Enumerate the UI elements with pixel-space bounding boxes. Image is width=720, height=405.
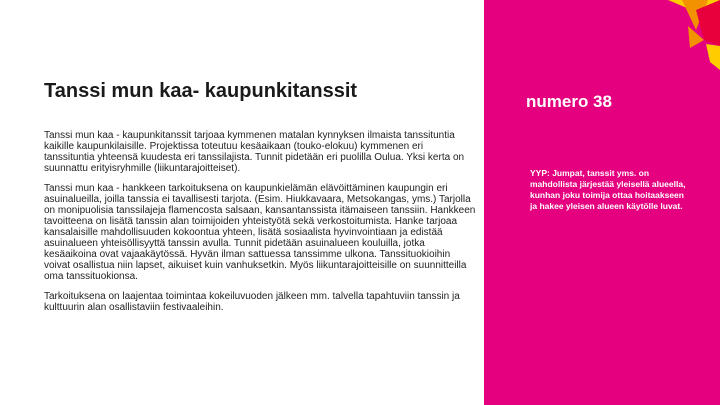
slide-title: Tanssi mun kaa- kaupunkitanssit [44,80,358,102]
body-text [44,130,476,322]
corner-decoration-icon [630,0,720,75]
panel-note: YYP: Jumpat, tanssit yms. on mahdollista järjestää yleisellä alueella, kunhan joku toimija ottaa hoitaakseen ja hakee yleisen alueen käytölle luvat. [530,168,686,211]
paragraph-2: Tanssi mun kaa - hankkeen tarkoituksena on kaupunkielämän elävöittäminen kaupungin eri asuinalueilla, joilla tanssia ei tavallisesti tarjota. (Esim. Hiukkavaara, Metsokangas, yms.) Tarjolla on monipuolisia tanssilajeja flamencosta salsaan, kansantanssista itämaiseen tanssiin. Hankkeen tavoitteena on lisätä tanssin alan toimijoiden yhteistyötä sekä verkostoitumista. Hanke tarjoaa kansalaisille mahdollisuuden kokoontua yhteen, lisätä sosiaalista hyvinvointiaan ja edistää asuinalueen yhteisöllisyyttä tanssin avulla. Tunnit pidetään asuinalueen kouluilla, jotka kesäaikoina ovat vajaakäytössä. Hyvän ilman sattuessa tanssimme ulkona. Tanssituokioihin voivat osallistua niin lapset, aikuiset kuin vanhuksetkin. Myös liikuntarajoitteisille on suunnitteilla oma tanssituokionsa. [44,183,476,282]
paragraph-3: Tarkoituksena on laajentaa toimintaa kokeiluvuoden jälkeen mm. talvella tapahtuviin tanssin ja kulttuurin alan osallistaviin festivaaleihin. [44,291,460,313]
panel-number-label: numero 38 [526,92,612,111]
paragraph-1: Tanssi mun kaa - kaupunkitanssit tarjoaa kymmenen matalan kynnyksen ilmaista tanssituntia kaikille kaupunkilaisille. Projektissa toteutuu kesäaikaan (touko-elokuu) kymmenen eri tanssituntia yhteensä kuudesta eri tanssilajista. Tunnit pidetään eri puolilla Oulua. Yksi kerta on suunnattu erityisryhmille (liikuntarajoitteiset). [44,130,465,174]
